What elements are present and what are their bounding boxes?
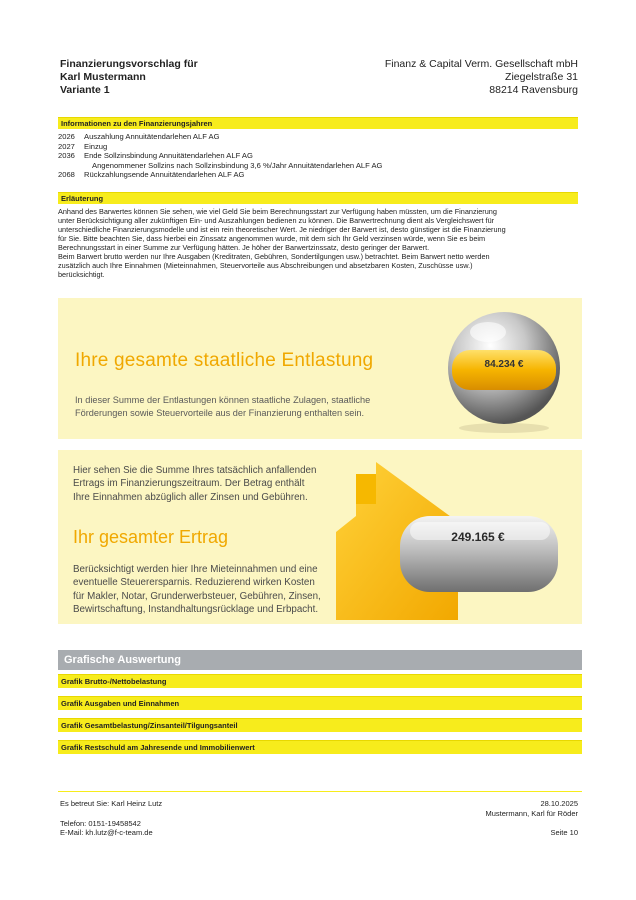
info-row xyxy=(58,161,578,171)
ertrag-detail-line: eventuelle Steuerersparnis. Reduzierend wirken Kosten xyxy=(73,577,315,589)
explanation-heading: Erläuterung xyxy=(58,192,578,204)
ertrag-amount: 249.165 € xyxy=(451,530,505,544)
info-rows xyxy=(58,132,578,180)
grafik-item-link[interactable]: Grafik Gesamtbelastung/Zinsanteil/Tilgungsanteil xyxy=(58,718,582,732)
info-text: Einzug xyxy=(84,141,108,151)
info-text: Ende Sollzinsbindung Annuitätendarlehen ALF AG xyxy=(84,151,253,160)
advisor-name: Es betreut Sie: Karl Heinz Lutz xyxy=(60,799,163,808)
info-heading: Informationen zu den Finanzierungsjahren xyxy=(58,117,578,129)
entlastung-description xyxy=(75,394,370,420)
document-client: Mustermann, Karl für Röder xyxy=(485,808,578,818)
ertrag-intro xyxy=(73,464,316,504)
info-year: 2026 xyxy=(58,132,75,141)
info-text: Auszahlung Annuitätendarlehen ALF AG xyxy=(84,132,220,141)
company-street: Ziegelstraße 31 xyxy=(505,71,578,83)
info-year: 2036 xyxy=(58,151,75,160)
grafik-section xyxy=(58,650,582,754)
info-row xyxy=(58,151,578,161)
company-city: 88214 Ravensburg xyxy=(489,84,578,96)
footer-right xyxy=(485,799,578,838)
explanation-line: unterschiedliche Finanzierungsmodelle und ist ein rein theoretischer Wert. Je niedriger der Barwert ist, desto günstiger ist die Finanzierung xyxy=(58,225,506,234)
info-year xyxy=(58,161,92,171)
info-row xyxy=(58,132,578,142)
advisor-phone: Telefon: 0151-19458542 xyxy=(60,818,141,828)
info-text: Rückzahlungsende Annuitätendarlehen ALF AG xyxy=(84,170,245,179)
company-address-block xyxy=(385,58,578,97)
grafik-item-link[interactable]: Grafik Brutto-/Nettobelastung xyxy=(58,674,582,688)
ertrag-title: Ihr gesamter Ertrag xyxy=(73,527,229,547)
explanation-line: berücksichtigt. xyxy=(58,270,105,279)
ertrag-detail-line: Berücksichtigt werden hier Ihre Mieteinnahmen und eine xyxy=(73,564,318,575)
entlastung-title: Ihre gesamte staatliche Entlastung xyxy=(75,350,374,371)
document-title-block xyxy=(60,58,198,97)
ertrag-intro-line: Hier sehen Sie die Summe Ihres tatsächlich anfallenden xyxy=(73,465,317,476)
entlastung-text-line: Förderungen sowie Steuervorteile aus der Finanzierung enthalten sein. xyxy=(75,408,365,418)
client-name: Karl Mustermann xyxy=(60,71,146,83)
info-year: 2068 xyxy=(58,170,75,179)
explanation-line: Berechnungsstart in einer Summe zur Verfügung hätten. Je höher der Barwertzinssatz, desto geringer der Barwert. xyxy=(58,243,430,252)
ertrag-intro-line: Ertrags im Finanzierungszeitraum. Der Betrag enthält xyxy=(73,478,305,490)
grafik-heading: Grafische Auswertung xyxy=(58,650,582,670)
info-section xyxy=(58,117,578,180)
company-name: Finanz & Capital Verm. Gesellschaft mbH xyxy=(384,58,578,70)
info-row xyxy=(58,170,578,180)
variant-label: Variante 1 xyxy=(60,84,110,96)
advisor-email[interactable]: E-Mail: kh.lutz@f-c-team.de xyxy=(60,828,153,837)
explanation-section xyxy=(58,192,578,279)
ertrag-intro-line: Ihre Einnahmen abzüglich aller Zinsen und Gebühren. xyxy=(73,491,308,503)
ertrag-detail-line: für Makler, Notar, Grunderwerbsteuer, Gebühren, Zinsen, xyxy=(73,590,321,602)
info-row xyxy=(58,142,578,152)
explanation-line: Beim Barwert brutto werden nur Ihre Ausgaben (Kreditraten, Gebühren, Sondertilgungen usw.) betrachtet. Beim Barwert netto werden xyxy=(58,252,490,261)
ertrag-detail-line: Bewirtschaftung, Instandhaltungsrücklage und Erbpacht. xyxy=(73,604,319,616)
footer-divider xyxy=(58,791,582,792)
info-text: Angenommener Sollzins nach Sollzinsbindung 3,6 %/Jahr Annuitätendarlehen ALF AG xyxy=(92,160,383,170)
explanation-line: für Sie. Bitte beachten Sie, dass hierbei ein Zinssatz angenommen wurde, mit dem sich Ihr Geld verzinsen würde, wenn Sie es beim xyxy=(58,234,486,243)
info-year: 2027 xyxy=(58,141,75,151)
document-date: 28.10.2025 xyxy=(540,799,578,808)
title-line-1: Finanzierungsvorschlag für xyxy=(60,58,198,70)
page-number: Seite 10 xyxy=(550,828,578,837)
ertrag-panel xyxy=(58,450,582,624)
entlastung-text-line: In dieser Summe der Entlastungen können staatliche Zulagen, staatliche xyxy=(75,395,371,405)
grafik-item-link[interactable]: Grafik Restschuld am Jahresende und Immobilienwert xyxy=(58,740,582,754)
entlastung-amount: 84.234 € xyxy=(484,359,524,370)
footer-left xyxy=(60,799,162,838)
entlastung-panel xyxy=(58,298,582,439)
grafik-item-link[interactable]: Grafik Ausgaben und Einnahmen xyxy=(58,696,582,710)
explanation-line: zusätzlich auch Ihre Einnahmen (Mieteinnahmen, Steuervorteile aus Abschreibungen und absetzbaren Kosten, Zuschüsse usw.) xyxy=(58,261,473,270)
explanation-text xyxy=(58,207,578,279)
explanation-line: Anhand des Barwertes können Sie sehen, wie viel Geld Sie beim Berechnungsstart zur Verfügung haben müssten, um die Finanzierung xyxy=(58,207,497,216)
explanation-line: unter Berücksichtigung aller zukünftigen Ein- und Auszahlungen bedienen zu können. Die Barwertrechnung dient als Vergleichswert für xyxy=(58,216,495,225)
ertrag-badge-icon xyxy=(398,514,562,600)
ertrag-details xyxy=(73,563,321,617)
